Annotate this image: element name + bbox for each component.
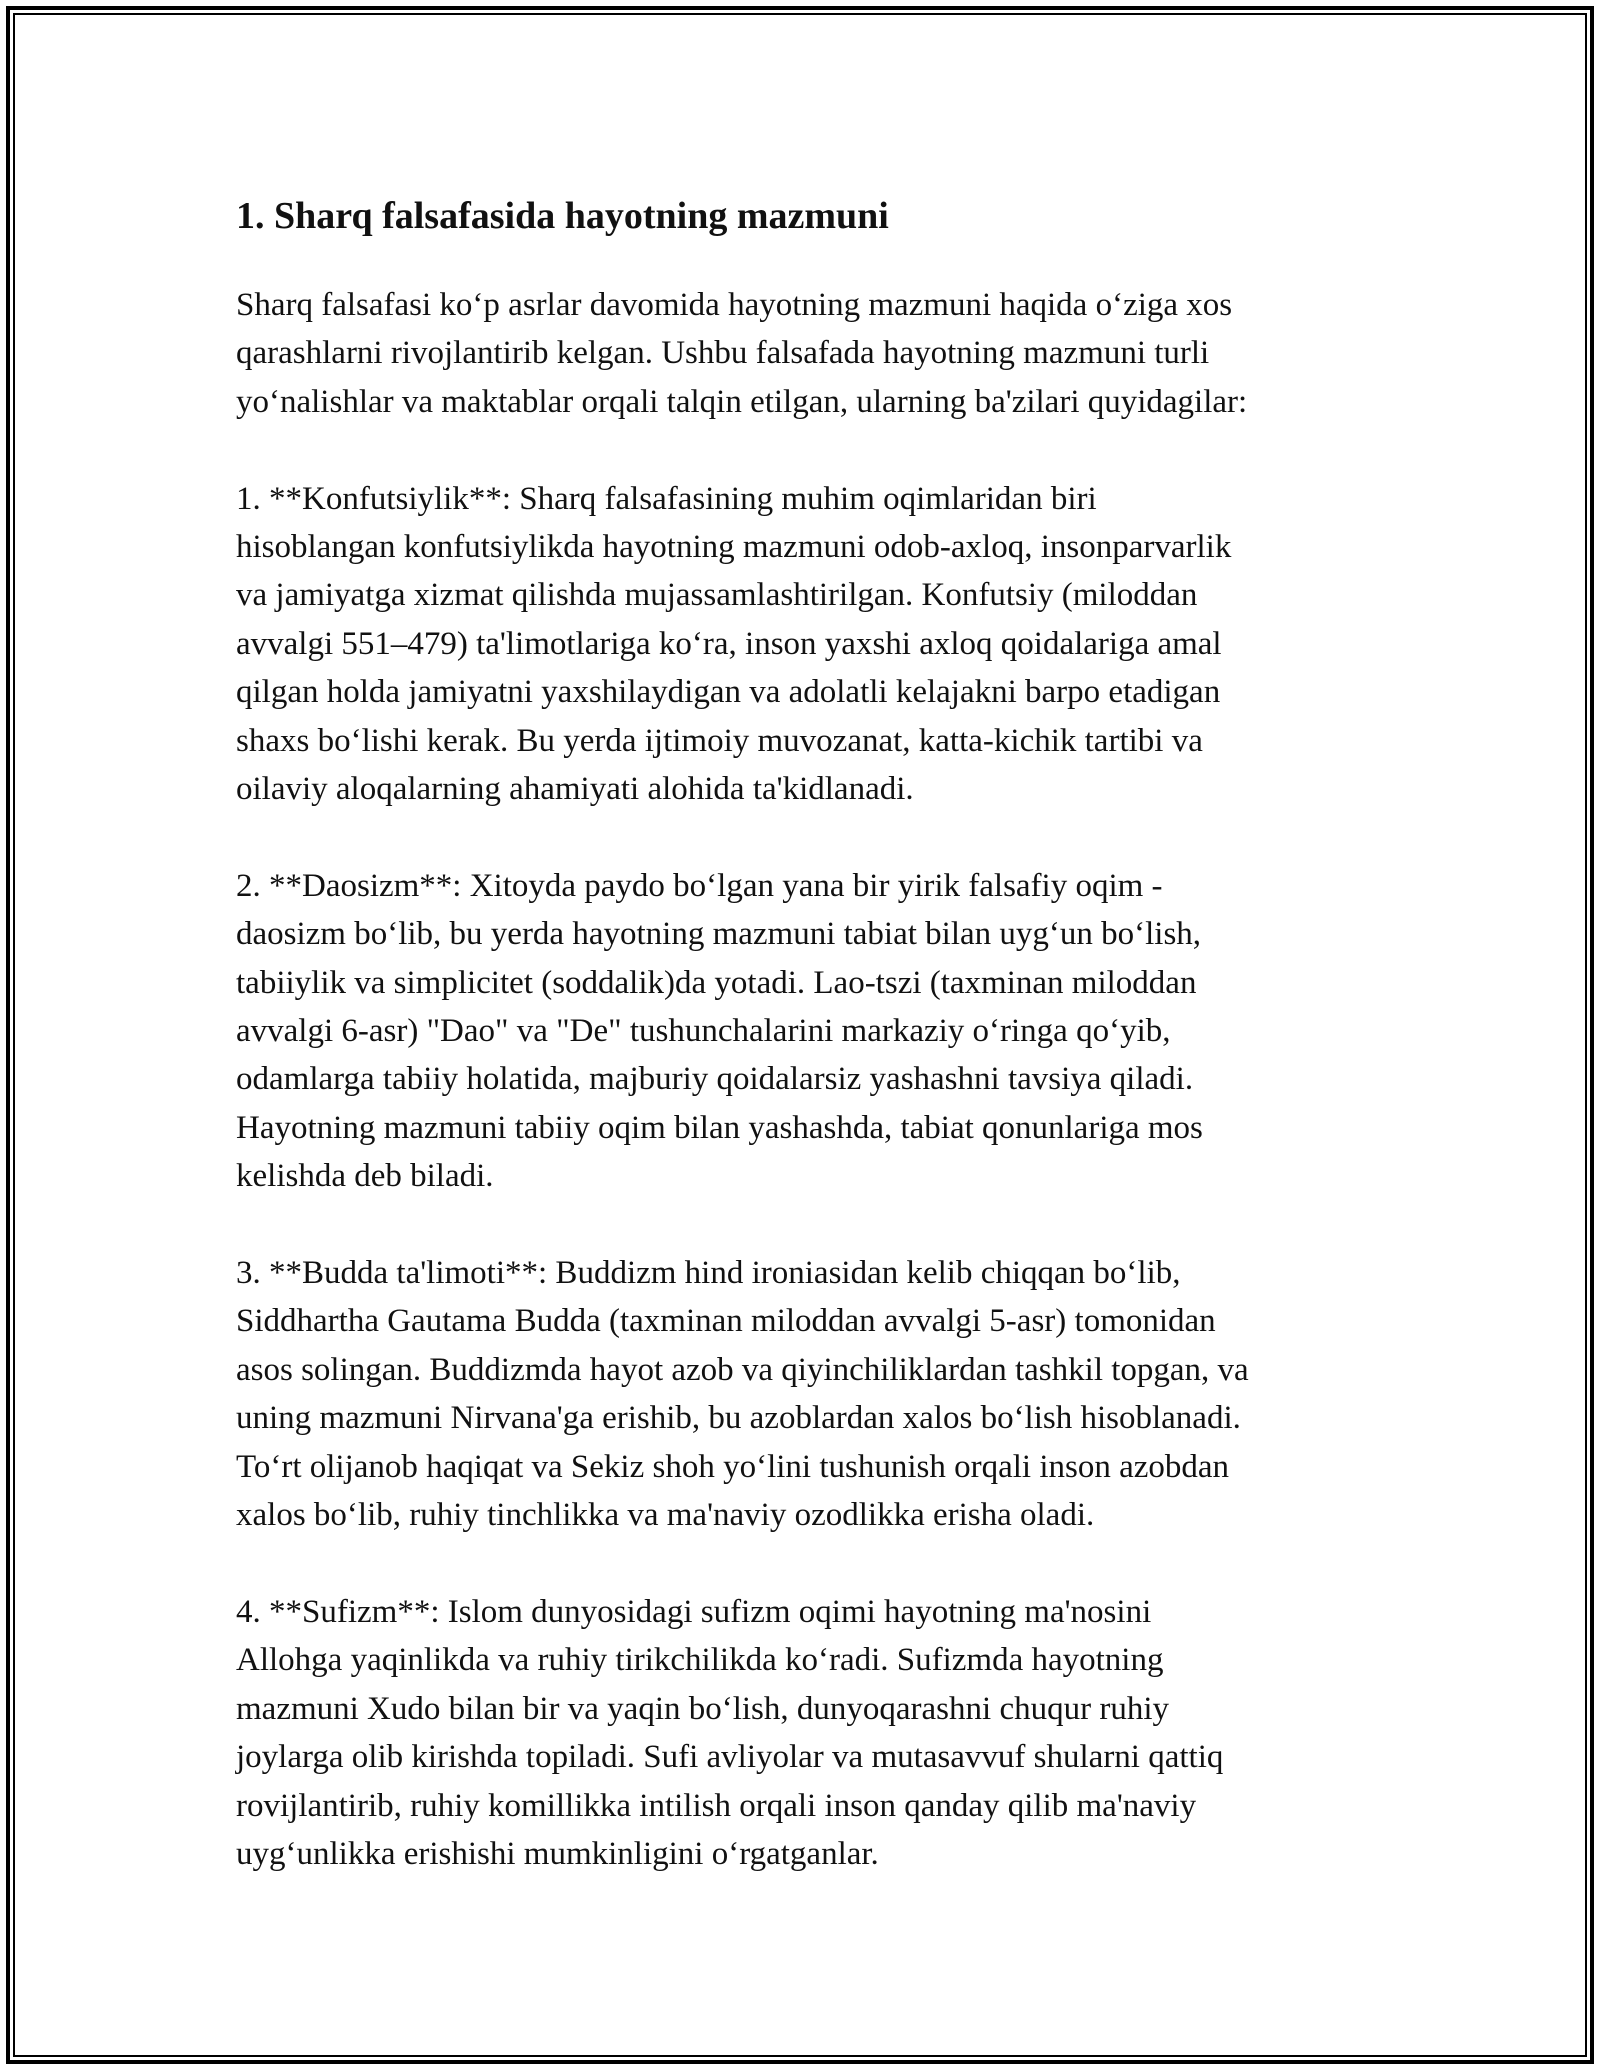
text-line: shaxs bo‘lishi kerak. Bu yerda ijtimoiy muvozanat, katta-kichik tartibi va [236, 722, 1203, 759]
document-title: 1. Sharq falsafasida hayotning mazmuni [236, 195, 889, 237]
paragraph-budda [236, 1249, 1376, 1539]
text-line: avvalgi 6-asr) "Dao" va "De" tushunchalarini markaziy o‘ringa qo‘yib, [236, 1013, 1171, 1050]
paragraph-intro [236, 281, 1376, 426]
text-line: rovijlantirib, ruhiy komillikka intilish orqali inson qanday qilib ma'naviy [236, 1787, 1197, 1824]
text-line: asos solingan. Buddizmda hayot azob va qiyinchiliklardan tashkil topgan, va [236, 1351, 1249, 1388]
text-line: odamlarga tabiiy holatida, majburiy qoidalarsiz yashashni tavsiya qiladi. [236, 1061, 1194, 1098]
text-line: joylarga olib kirishda topiladi. Sufi avliyolar va mutasavvuf shularni qattiq [236, 1739, 1224, 1776]
text-line: avvalgi 551–479) ta'limotlariga ko‘ra, inson yaxshi axloq qoidalariga amal [236, 625, 1222, 662]
text-line: uning mazmuni Nirvana'ga erishib, bu azoblardan xalos bo‘lish hisoblanadi. [236, 1400, 1241, 1437]
text-line: daosizm bo‘lib, bu yerda hayotning mazmuni tabiat bilan uyg‘un bo‘lish, [236, 916, 1202, 953]
text-line: kelishda deb biladi. [236, 1158, 494, 1195]
paragraph-daosizm [236, 862, 1376, 1201]
text-line: hisoblangan konfutsiylikda hayotning mazmuni odob-axloq, insonparvarlik [236, 529, 1232, 566]
text-line: qilgan holda jamiyatni yaxshilaydigan va adolatli kelajakni barpo etadigan [236, 674, 1221, 711]
text-line: 1. **Konfutsiylik**: Sharq falsafasining muhim oqimlaridan biri [236, 480, 1097, 517]
text-line: mazmuni Xudo bilan bir va yaqin bo‘lish, dunyoqarashni chuqur ruhiy [236, 1690, 1169, 1727]
text-line: Hayotning mazmuni tabiiy oqim bilan yashashda, tabiat qonunlariga mos [236, 1109, 1203, 1146]
document-body [236, 185, 1376, 1927]
text-line: 3. **Budda ta'limoti**: Buddizm hind ironiasidan kelib chiqqan bo‘lib, [236, 1255, 1181, 1292]
text-line: tabiiylik va simplicitet (soddalik)da yotadi. Lao-tszi (taxminan miloddan [236, 964, 1197, 1001]
text-line: uyg‘unlikka erishishi mumkinligini o‘rgatganlar. [236, 1835, 879, 1872]
text-line: To‘rt olijanob haqiqat va Sekiz shoh yo‘lini tushunish orqali inson azobdan [236, 1448, 1230, 1485]
text-line: qarashlarni rivojlantirib kelgan. Ushbu falsafada hayotning mazmuni turli [236, 335, 1210, 372]
text-line: 2. **Daosizm**: Xitoyda paydo bo‘lgan yana bir yirik falsafiy oqim - [236, 867, 1163, 904]
text-line: Siddhartha Gautama Budda (taxminan miloddan avvalgi 5-asr) tomonidan [236, 1303, 1216, 1340]
paragraph-konfutsiylik [236, 475, 1376, 814]
text-line: va jamiyatga xizmat qilishda mujassamlashtirilgan. Konfutsiy (miloddan [236, 577, 1198, 614]
text-line: Allohga yaqinlikda va ruhiy tirikchilikda ko‘radi. Sufizmda hayotning [236, 1642, 1164, 1679]
text-line: oilaviy aloqalarning ahamiyati alohida ta'kidlanadi. [236, 771, 914, 808]
text-line: Sharq falsafasi ko‘p asrlar davomida hayotning mazmuni haqida o‘ziga xos [236, 287, 1233, 323]
paragraph-sufizm [236, 1588, 1376, 1878]
text-line: 4. **Sufizm**: Islom dunyosidagi sufizm oqimi hayotning ma'nosini [236, 1593, 1152, 1630]
text-line: xalos bo‘lib, ruhiy tinchlikka va ma'naviy ozodlikka erisha oladi. [236, 1497, 1095, 1534]
text-line: yo‘nalishlar va maktablar orqali talqin etilgan, ularning ba'zilari quyidagilar: [236, 383, 1248, 420]
